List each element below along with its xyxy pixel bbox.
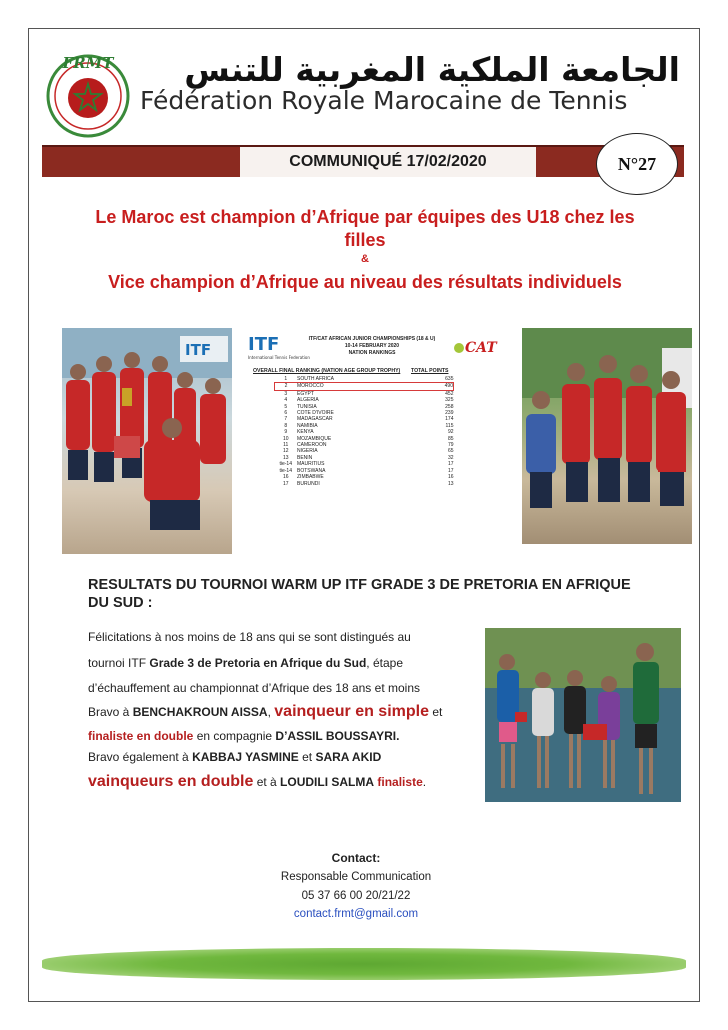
boys-team-photo [522, 328, 692, 544]
headline-ampersand: & [361, 253, 369, 265]
ranking-nation: KENYA [297, 429, 314, 436]
federation-title: Fédération Royale Marocaine de Tennis [140, 86, 628, 115]
ranking-points: 635 [445, 376, 454, 382]
communique-label: COMMUNIQUÉ 17/02/2020 [289, 153, 487, 170]
ranking-pos: 12 [282, 448, 289, 455]
ranking-pos: 8 [284, 422, 288, 429]
ranking-nation: NAMIBIA [297, 422, 318, 429]
body-line-4: Bravo à BENCHAKROUN AISSA, vainqueur en simple et [88, 703, 443, 720]
svg-text:ITF: ITF [185, 341, 212, 359]
rankings-columns: OVERALL FINAL RANKING (NATION AGE GROUP TROPHY) TOTAL POINTS [253, 368, 449, 374]
ranking-pos: tie-14 [279, 467, 292, 474]
ranking-nation: BURUNDI [297, 480, 320, 487]
rankings-rows [274, 376, 454, 487]
headline-line2: Vice champion d’Afrique au niveau des résultats individuels [108, 272, 622, 292]
ranking-points: 239 [445, 410, 454, 417]
communique-bar [42, 145, 684, 177]
ranking-points: 490 [417, 383, 454, 390]
body-line-3: d’échauffement au championnat d’Afrique des 18 ans et moins [88, 681, 420, 695]
rankings-title: ITF/CAT AFRICAN JUNIOR CHAMPIONSHIPS (18 & U) [308, 336, 436, 342]
ranking-points: 85 [447, 435, 454, 442]
ranking-pos: 11 [283, 442, 289, 449]
ranking-points: 32 [447, 454, 454, 461]
ranking-points: 115 [445, 422, 454, 429]
ranking-nation: ZIMBABWE [297, 474, 324, 481]
tennis-ball-icon [454, 343, 464, 353]
ranking-pos: 5 [284, 403, 288, 410]
ranking-nation: MOZAMBIQUE [297, 435, 332, 442]
ranking-nation: CAMEROON [297, 442, 327, 449]
ranking-nation: EGYPT [297, 390, 314, 397]
headline-line1: Le Maroc est champion d’Afrique par équipes des U18 chez les filles [95, 207, 635, 250]
ranking-points: 452 [445, 390, 454, 397]
communique-number: N°27 [617, 153, 657, 174]
ranking-points: 79 [447, 442, 454, 449]
itf-logo: ITF International Tennis Federation [248, 334, 310, 360]
ranking-pos: 16 [282, 474, 289, 481]
ranking-points: 13 [447, 480, 454, 487]
ranking-nation: TUNISIA [297, 403, 317, 410]
body-line-6: Bravo également à KABBAJ YASMINE et SARA AKID [88, 750, 382, 764]
nation-rankings-table [248, 334, 508, 502]
ranking-row [275, 376, 454, 383]
ranking-pos: 17 [282, 480, 289, 487]
ranking-pos: 7 [284, 416, 288, 423]
cat-logo: CAT [454, 340, 497, 356]
arabic-title: الجامعة الملكية المغربية للتنس [184, 50, 680, 89]
communique-number-badge [596, 133, 678, 195]
ranking-nation: BENIN [297, 454, 313, 461]
girls-team-photo [62, 328, 232, 554]
ranking-nation: ALGERIA [297, 397, 319, 404]
ranking-pos: 3 [284, 390, 288, 397]
body-line-5: finaliste en double en compagnie D’ASSIL BOUSSAYRI. [88, 729, 400, 743]
body-line-7: vainqueurs en double et à LOUDILI SALMA finaliste. [88, 773, 427, 790]
ranking-row [275, 481, 454, 487]
body-line-1: Félicitations à nos moins de 18 ans qui se sont distingués au [88, 630, 411, 644]
body-line-2: tournoi ITF Grade 3 de Pretoria en Afrique du Sud, étape [88, 656, 403, 670]
ranking-pos: 2 [275, 383, 298, 390]
ranking-row [275, 390, 454, 397]
ranking-pos: 1 [284, 376, 288, 382]
ranking-nation: MOROCCO [297, 383, 417, 390]
ranking-pos: 6 [284, 410, 288, 417]
ranking-points: 92 [447, 429, 454, 436]
pretoria-players-photo [485, 628, 681, 802]
contact-email-link[interactable]: contact.frmt@gmail.com [293, 908, 419, 920]
ranking-points: 174 [445, 416, 454, 423]
ranking-pos: 4 [284, 397, 288, 404]
ranking-nation: MAURITIUS [297, 461, 325, 468]
contact-phone: 05 37 66 00 20/21/22 [301, 890, 411, 902]
ranking-row [275, 383, 454, 390]
ranking-nation: MADAGASCAR [297, 416, 333, 423]
ranking-pos: tie-14 [279, 461, 292, 468]
frmt-logo [46, 50, 130, 138]
ranking-points: 16 [447, 474, 454, 481]
ranking-pos: 13 [282, 454, 289, 461]
ranking-nation: COTE D'IVOIRE [297, 410, 334, 417]
ranking-pos: 9 [284, 429, 288, 436]
ranking-nation: SOUTH AFRICA [297, 376, 334, 382]
section-title: RESULTATS DU TOURNOI WARM UP ITF GRADE 3 DE PRETORIA EN AFRIQUE DU SUD : [88, 577, 631, 611]
ranking-points: 325 [445, 397, 454, 404]
contact-role: Responsable Communication [280, 871, 432, 883]
ranking-points: 258 [445, 403, 454, 410]
ranking-points: 65 [447, 448, 454, 455]
ranking-points: 17 [447, 461, 454, 468]
ranking-nation: NIGERIA [297, 448, 318, 455]
contact-label: Contact: [331, 851, 381, 865]
ranking-points: 17 [447, 467, 454, 474]
ranking-pos: 10 [282, 435, 289, 442]
grass-footer-banner [42, 948, 686, 980]
rankings-subtitle: NATION RANKINGS [348, 350, 396, 356]
rankings-dates: 10-14 FEBRUARY 2020 [344, 343, 400, 349]
svg-text:FRMT: FRMT [62, 54, 114, 72]
ranking-nation: BOTSWANA [297, 467, 326, 474]
